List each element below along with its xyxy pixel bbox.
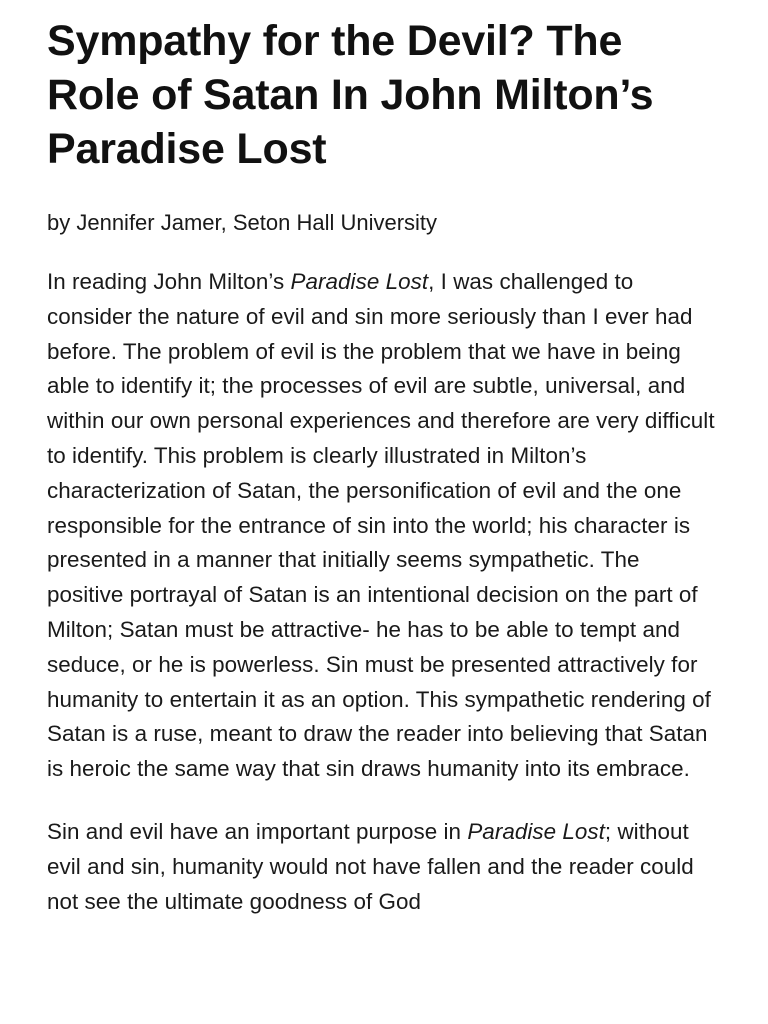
paragraph-2-text-start: Sin and evil have an important purpose in xyxy=(47,818,468,844)
paragraph-2-text-rest: ; without evil and sin, humanity would not have fallen and the reader could not see the ultimate goodness of God xyxy=(47,818,694,914)
paragraph-2-book-title: Paradise Lost xyxy=(467,818,605,844)
paragraph-1-book-title: Paradise Lost xyxy=(290,269,429,294)
paragraph-1-text-start: In reading John Milton’s xyxy=(47,269,291,294)
article-title: Sympathy for the Devil? The Role of Satan In John Milton’s Paradise Lost xyxy=(47,17,654,173)
article-paragraph-2 xyxy=(47,815,722,919)
article-paragraph-1 xyxy=(47,265,722,787)
article-byline: by Jennifer Jamer, Seton Hall University xyxy=(47,210,438,235)
paragraph-1-text-rest: , I was challenged to consider the nature of evil and sin more seriously than I ever had before. The problem of evil is the problem that we have in being able to identify it; the processes of evil are subtle, universal, and within our own personal experiences and therefore are very difficult to identify. This problem is clearly illustrated in Milton’s characterization of Satan, the personification of evil and the one responsible for the entrance of sin into the world; his character is presented in a manner that initially seems sympathetic. The positive portrayal of Satan is an intentional decision on the part of Milton; Satan must be attractive- he has to be able to tempt and seduce, or he is powerless. Sin must be presented attractively for humanity to entertain it as an option. This sympathetic rendering of Satan is a ruse, meant to draw the reader into believing that Satan is heroic the same way that sin draws humanity into its embrace. xyxy=(47,269,715,782)
